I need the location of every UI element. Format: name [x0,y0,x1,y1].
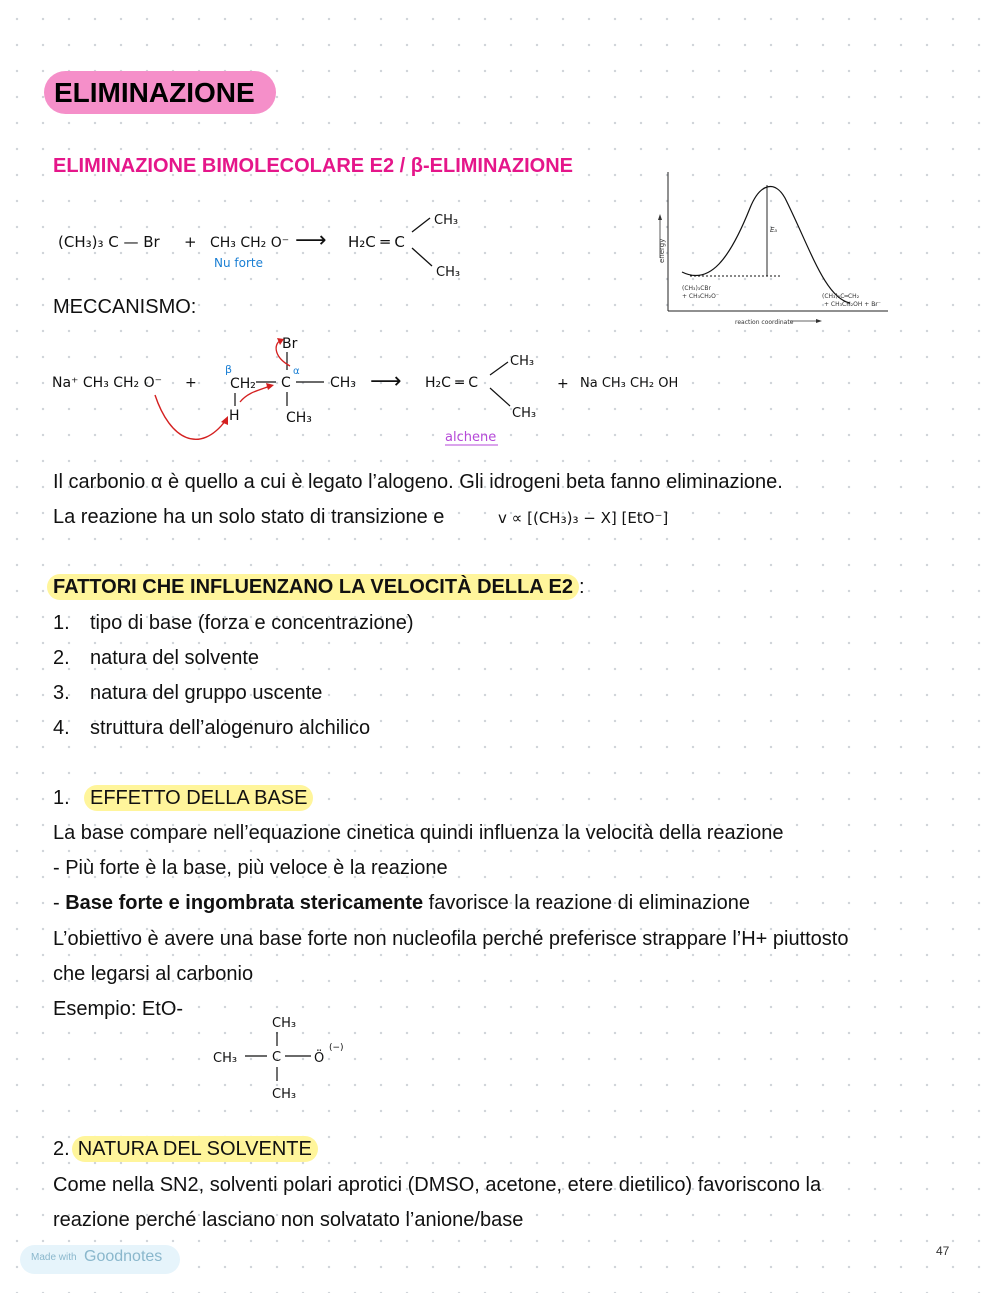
made-with-label: Made with [31,1252,77,1263]
mechanism-label: MECCANISMO: [53,296,197,318]
ea-label: Eₐ [770,226,778,234]
product-methyl-bottom: CH₃ [436,265,461,280]
mechanism-plus-1: + [185,375,197,391]
struct-methyl-left: CH₃ [213,1051,238,1066]
beta-hydrogen: H [229,408,240,424]
section-1-line-4: L’obiettivo è avere una base forte non nucleofila perché preferisce strappare l’H+ piuttosto [53,928,849,950]
products-label-1: (CH₃)₂C═CH₂ [822,293,860,300]
product-alkene: H₂C ═ C [348,233,405,251]
goodnotes-logo: Goodnotes [84,1248,163,1265]
struct-charge: (−) [329,1043,344,1053]
list-text: struttura dell’alogenuro alchilico [90,717,371,739]
y-arrow-head [658,214,662,220]
alkene-label: alchene [445,430,497,445]
reactants-label-2: + CH₃CH₂O⁻ [682,293,720,300]
section-1-example: Esempio: EtO- [53,998,184,1020]
section-1-heading-line [53,785,313,811]
reaction-arrow: ⟶ [295,228,327,253]
list-number: 2. [53,647,70,669]
methyl-bottom: CH₃ [286,410,312,426]
struct-methyl-bottom: CH₃ [272,1087,297,1102]
section-2-line-2: reazione perché lasciano non solvatato l’anione/base [53,1209,524,1231]
arrow-base-to-h [155,395,226,439]
arrow-head-base [221,416,228,425]
list-text: tipo di base (forza e concentrazione) [90,612,414,634]
product-methyl-top: CH₃ [434,213,459,228]
list-number: 3. [53,682,70,704]
paragraph-alpha-carbon: Il carbonio α è quello a cui è legato l’alogeno. Gli idrogeni beta fanno eliminazione. [53,471,783,493]
mechanism-product-methyl-top: CH₃ [510,354,535,369]
bond-top [412,218,430,232]
nucleophile-label: Nu forte [214,256,263,270]
bond-bottom [412,248,432,266]
factors-heading: FATTORI CHE INFLUENZANO LA VELOCITÀ DELLA E2 [47,574,579,600]
list-number: 4. [53,717,70,739]
list-text: natura del solvente [90,647,260,669]
list-item [53,645,259,671]
mechanism-product-methyl-bottom: CH₃ [512,406,537,421]
section-2-heading: NATURA DEL SOLVENTE [72,1136,318,1162]
product-bond-bottom [490,388,510,406]
mechanism-diagram [50,330,690,455]
section-1-number: 1. [53,787,70,809]
ethanol-byproduct: Na CH₃ CH₂ OH [580,376,679,391]
energy-diagram [650,168,895,328]
section-1-line-1: La base compare nell’equazione cinetica quindi influenza la velocità della reazione [53,822,784,844]
factors-heading-line [47,574,585,600]
struct-center-carbon: C [272,1050,282,1065]
page-number: 47 [936,1244,950,1258]
section-subtitle: ELIMINAZIONE BIMOLECOLARE E2 / β-ELIMINAZIONE [53,155,573,177]
struct-methyl-top: CH₃ [272,1016,297,1031]
mechanism-plus-2: + [557,376,569,392]
y-axis-label: energy [658,238,666,263]
rate-law: v ∝ [(CH₃)₃ − X] [EtO⁻] [498,509,669,527]
products-label-2: + CH₃CH₂OH + Br⁻ [824,301,881,308]
methyl-right: CH₃ [330,375,356,391]
alpha-label: α [293,366,300,377]
line-3-prefix: - [53,892,66,914]
mechanism-product-alkene: H₂C ═ C [425,375,479,391]
beta-label: β [225,363,233,376]
reactant-tbutyl-bromide: (CH₃)₃ C — Br [58,233,160,251]
bromine: Br [282,336,298,352]
section-2-line-1: Come nella SN2, solventi polari aprotici (DMSO, acetone, etere dietilico) favoriscono la [53,1174,822,1196]
factors-colon: : [579,576,585,598]
list-number: 1. [53,612,70,634]
section-1-heading: EFFETTO DELLA BASE [84,785,313,811]
line-3-bold: Base forte e ingombrata stericamente [65,892,424,914]
x-axis-label: reaction coordinate [735,319,794,326]
reaction-equation [50,200,480,290]
section-2-number: 2. [53,1138,70,1160]
product-bond-top [490,362,508,375]
list-item [53,680,322,706]
alpha-carbon: C [281,375,291,391]
mechanism-arrow: ⟶ [370,369,402,394]
x-arrow-head [816,319,822,323]
section-1-line-5: che legarsi al carbonio [53,963,254,985]
plus-sign: + [184,233,197,251]
sodium-ethoxide: Na⁺ CH₃ CH₂ O⁻ [52,375,163,391]
page-title: ELIMINAZIONE [54,77,255,108]
section-1-line-2: - Più forte è la base, più veloce è la reazione [53,857,448,879]
list-text: natura del gruppo uscente [90,682,323,704]
reactants-label-1: (CH₃)₃CBr [682,285,711,292]
section-2-heading-line [53,1136,318,1162]
struct-oxygen: Ö [314,1051,325,1066]
section-1-line-3 [53,890,750,916]
beta-carbon: CH₂ [230,376,256,392]
tert-butoxide-structure [205,1010,365,1105]
list-item [53,610,414,636]
line-3-rest: favorisce la reazione di eliminazione [423,892,750,914]
paragraph-transition-state: La reazione ha un solo stato di transizione e [53,506,445,528]
arrow-head-bond [266,383,274,390]
list-item [53,715,370,741]
reactant-ethoxide: CH₃ CH₂ O⁻ [210,235,290,251]
